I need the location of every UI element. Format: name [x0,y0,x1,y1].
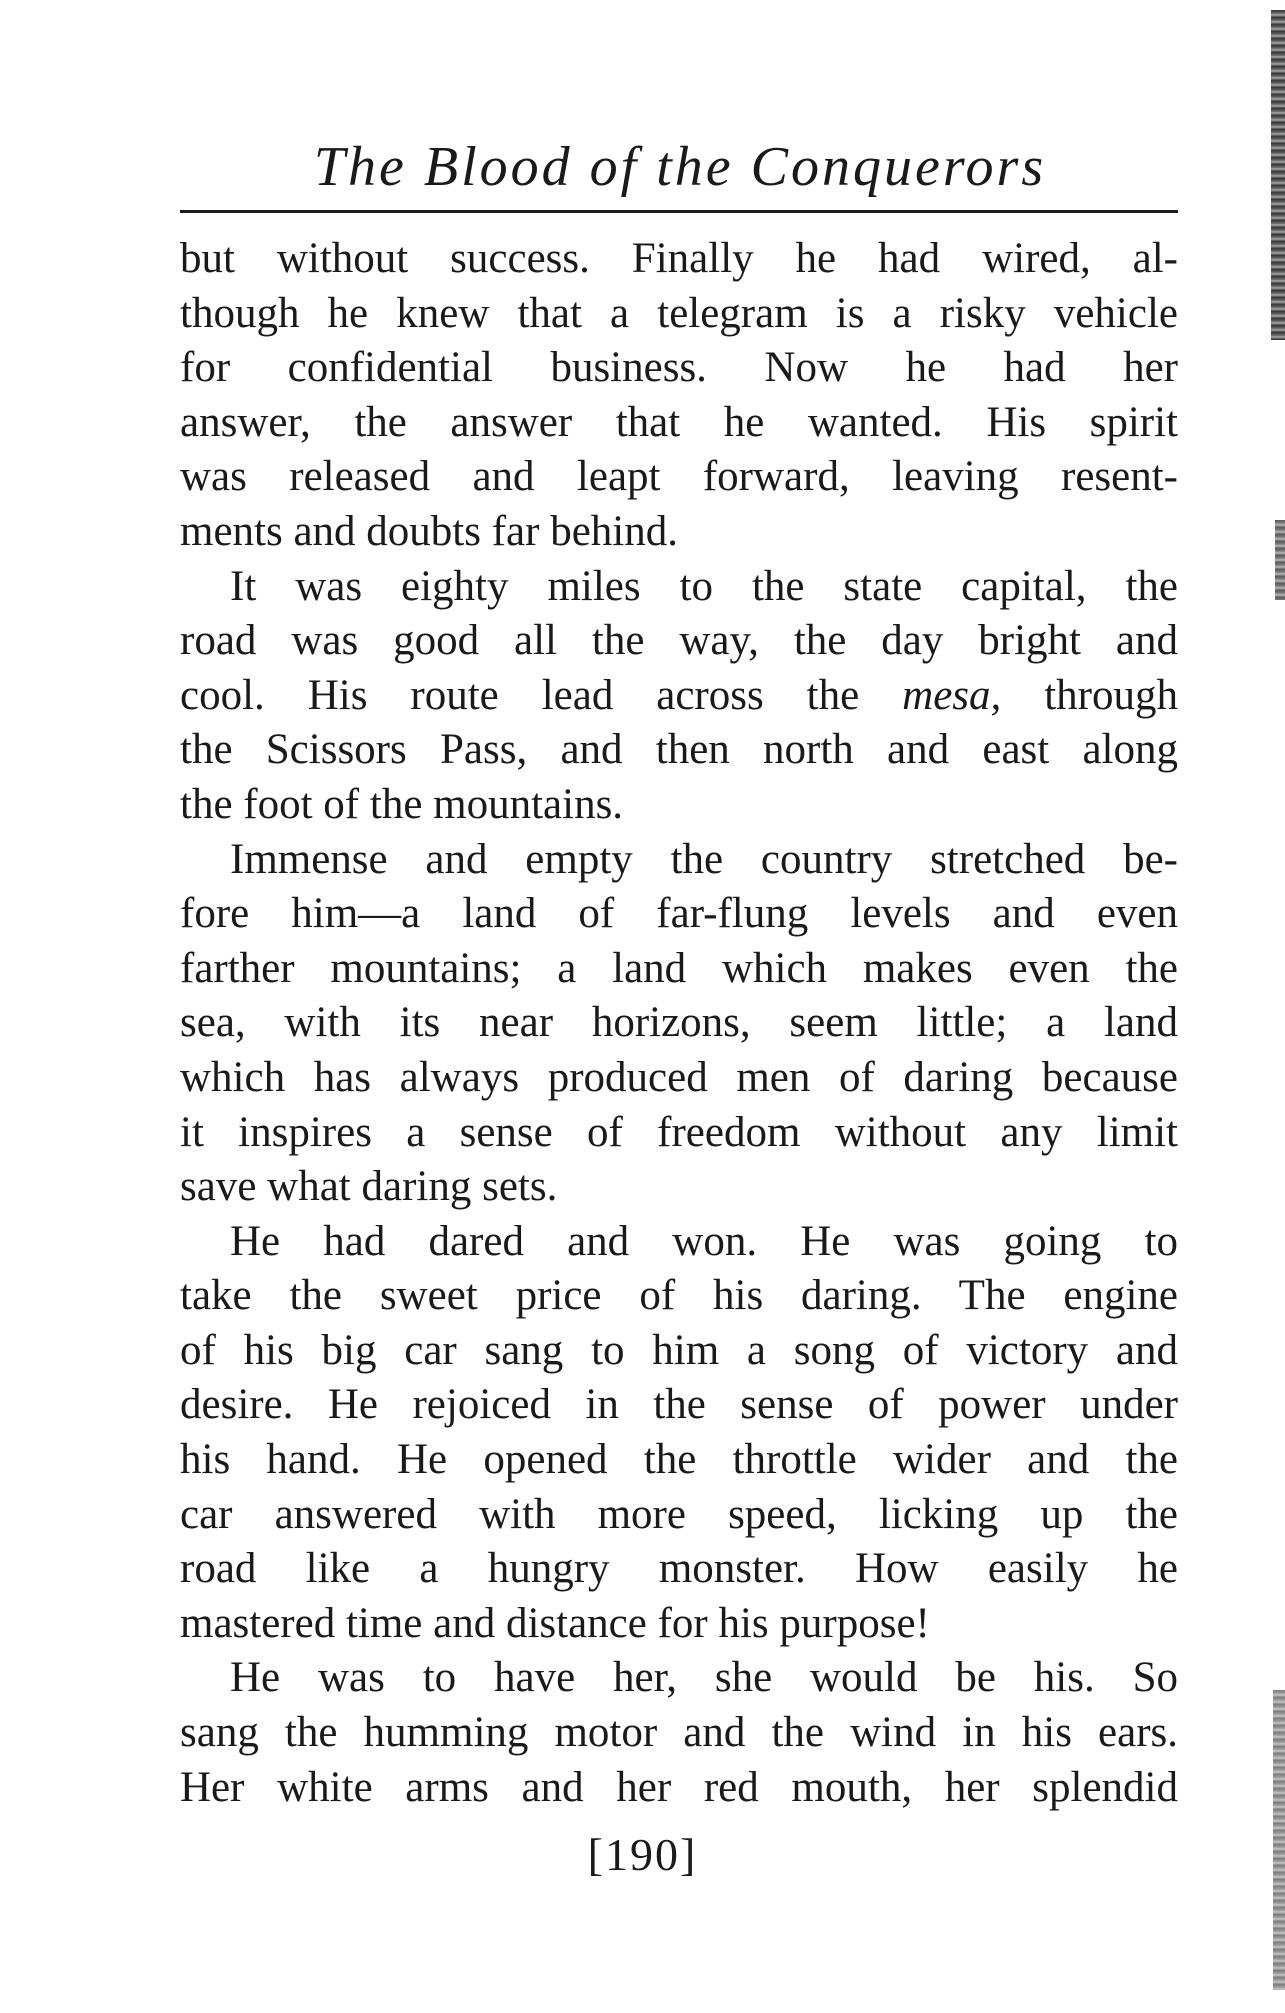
text-line: answer, the answer that he wanted. His spirit [180,398,1178,446]
text-line: He had dared and won. He was going to [230,1217,1178,1265]
scan-edge-shadow [1271,10,1285,340]
text-line: Her white arms and her red mouth, her splendid [180,1763,1178,1811]
text-line: cool. His route lead across the mesa, through [180,671,1178,719]
text-line: sea, with its near horizons, seem little; a land [180,999,1178,1047]
text-line: car answered with more speed, licking up the [180,1490,1178,1538]
text-line: road was good all the way, the day bright and [180,617,1178,665]
text-line: his hand. He opened the throttle wider and the [180,1436,1178,1484]
text-line: but without success. Finally he had wired, al- [180,235,1178,282]
text-line: it inspires a sense of freedom without any limit [180,1108,1178,1156]
italic-word: mesa, [902,671,1002,719]
text-line: was released and leapt forward, leaving resent- [180,453,1178,501]
text-line: ments and doubts far behind. [180,507,678,555]
text-line: Immense and empty the country stretched be- [230,835,1178,883]
text-line: take the sweet price of his daring. The engine [180,1272,1178,1320]
scan-edge-shadow [1273,1690,1285,1990]
text-line: for confidential business. Now he had her [180,344,1178,392]
text-line: mastered time and distance for his purpose! [180,1599,930,1647]
scan-edge-shadow [1275,520,1285,600]
text-line: though he knew that a telegram is a risky vehicle [180,289,1178,337]
page-number: [190] [587,1829,698,1880]
text-line: fore him—a land of far-flung levels and even [180,890,1178,938]
text-line: road like a hungry monster. How easily he [180,1545,1178,1593]
text-line: It was eighty miles to the state capital, the [230,562,1178,610]
body-text [180,232,1178,1815]
text-line: sang the humming motor and the wind in his ears. [180,1709,1178,1757]
running-head: The Blood of the Conquerors [313,136,1047,198]
text-line: of his big car sang to him a song of victory and [180,1326,1178,1374]
text-line: the Scissors Pass, and then north and east along [180,726,1178,774]
text-line: farther mountains; a land which makes even the [180,944,1178,992]
header-rule [180,210,1178,213]
text-line: the foot of the mountains. [180,780,624,828]
text-line: which has always produced men of daring because [180,1053,1178,1101]
text-line: save what daring sets. [180,1163,558,1211]
text-line: desire. He rejoiced in the sense of power under [180,1381,1178,1429]
text-line: He was to have her, she would be his. So [230,1654,1178,1702]
